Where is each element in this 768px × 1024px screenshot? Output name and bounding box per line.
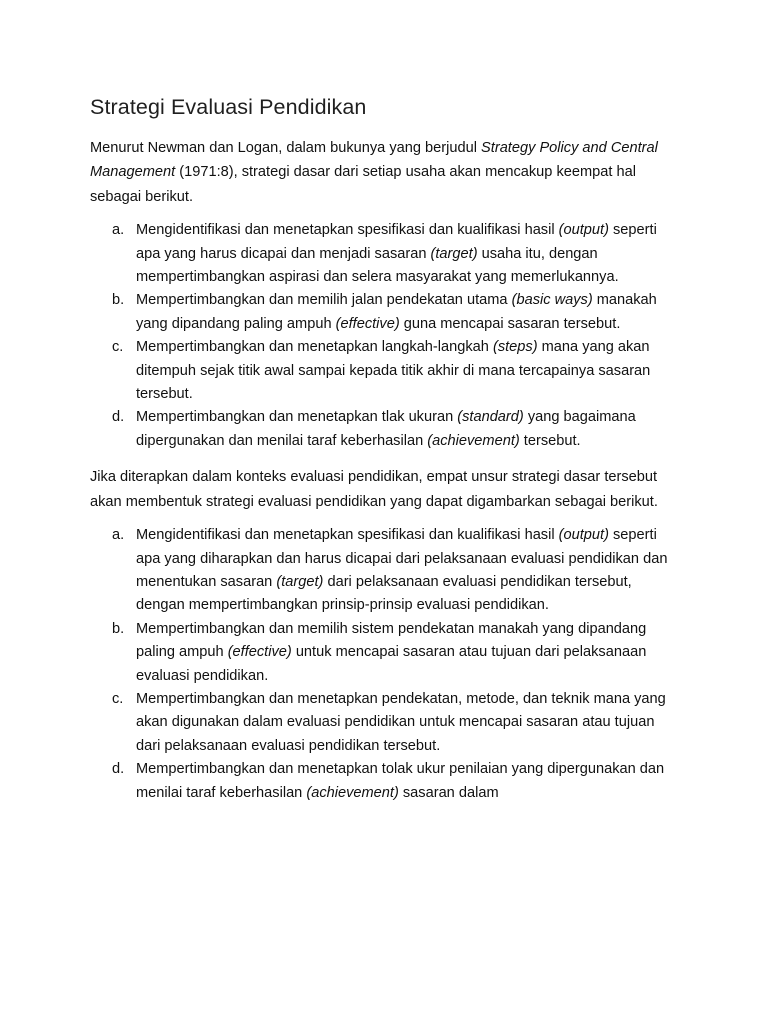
italic-term: (target) [430, 245, 478, 262]
intro-paragraph: Menurut Newman dan Logan, dalam bukunya yang berjudul Strategy Policy and Central Management (1971:8), strategi dasar dari setiap usaha akan mencakup keempat hal sebagai berikut. [90, 140, 658, 205]
list-item-text: Mengidentifikasi dan menetapkan spesifikasi dan kualifikasi hasil (output) seperti apa yang diharapkan dan harus dicapai dari pelaksanaan evaluasi pendidikan dan menentukan sasaran (target) dari pelaksanaan evaluasi pendidikan tersebut, dengan mempertimbangkan prinsip-prinsip evaluasi pendidikan. [136, 527, 668, 614]
context-paragraph: Jika diterapkan dalam konteks evaluasi pendidikan, empat unsur strategi dasar tersebut akan membentuk strategi evaluasi pendidikan yang dapat digambarkan sebagai berikut. [90, 469, 658, 510]
italic-term: (achievement) [306, 784, 399, 801]
list-item-text: Mempertimbangkan dan menetapkan langkah-langkah (steps) mana yang akan ditempuh sejak titik awal sampai kepada titik akhir di mana tercapainya sasaran tersebut. [136, 339, 651, 403]
document-page [90, 92, 680, 817]
list-item-text: Mempertimbangkan dan menetapkan tolak ukur penilaian yang dipergunakan dan menilai taraf keberhasilan (achievement) sasaran dalam [136, 761, 665, 801]
list-item [90, 406, 680, 453]
list-item-text: Mengidentifikasi dan menetapkan spesifikasi dan kualifikasi hasil (output) seperti apa yang harus dicapai dan menjadi sasaran (target) usaha itu, dengan mempertimbangkan aspirasi dan selera masyarakat yang memerlukannya. [136, 222, 657, 286]
list-item [90, 524, 680, 618]
document-title: Strategi Evaluasi Pendidikan [90, 95, 367, 119]
list-marker: c. [112, 339, 124, 356]
italic-term: (basic ways) [511, 292, 593, 309]
list-item [90, 219, 680, 289]
list-item [90, 289, 680, 336]
list-marker: a. [112, 222, 125, 239]
italic-term: (effective) [227, 644, 292, 661]
italic-term: Strategy Policy and Central Management [90, 140, 658, 181]
list-item-text: Mempertimbangkan dan memilih sistem pendekatan manakah yang dipandang paling ampuh (effective) untuk mencapai sasaran atau tujuan dari pelaksanaan evaluasi pendidikan. [136, 620, 647, 684]
list-marker: d. [112, 761, 125, 778]
italic-term: (output) [558, 527, 609, 544]
italic-term: (output) [558, 222, 609, 239]
list-item-text: Mempertimbangkan dan memilih jalan pendekatan utama (basic ways) manakah yang dipandang paling ampuh (effective) guna mencapai sasaran tersebut. [136, 292, 657, 332]
italic-term: (steps) [492, 339, 538, 356]
list-item [90, 336, 680, 406]
list-marker: a. [112, 527, 125, 544]
list-item-text: Mempertimbangkan dan menetapkan tlak ukuran (standard) yang bagaimana dipergunakan dan menilai taraf keberhasilan (achievement) tersebut. [136, 409, 636, 449]
list-marker: c. [112, 690, 124, 707]
italic-term: (standard) [457, 409, 524, 426]
list-item-text: Mempertimbangkan dan menetapkan pendekatan, metode, dan teknik mana yang akan digunakan dalam evaluasi pendidikan untuk mencapai sasaran atau tujuan dari pelaksanaan evaluasi pendidikan tersebut. [136, 690, 666, 754]
list-marker: d. [112, 409, 125, 426]
list-item [90, 688, 680, 758]
list-marker: b. [112, 292, 125, 309]
list-marker: b. [112, 620, 125, 637]
italic-term: (target) [276, 573, 324, 590]
italic-term: (effective) [335, 315, 400, 332]
list-item [90, 758, 680, 805]
evaluation-strategy-list [90, 524, 680, 805]
list-item [90, 618, 680, 688]
strategy-list [90, 219, 680, 453]
italic-term: (achievement) [427, 432, 520, 449]
